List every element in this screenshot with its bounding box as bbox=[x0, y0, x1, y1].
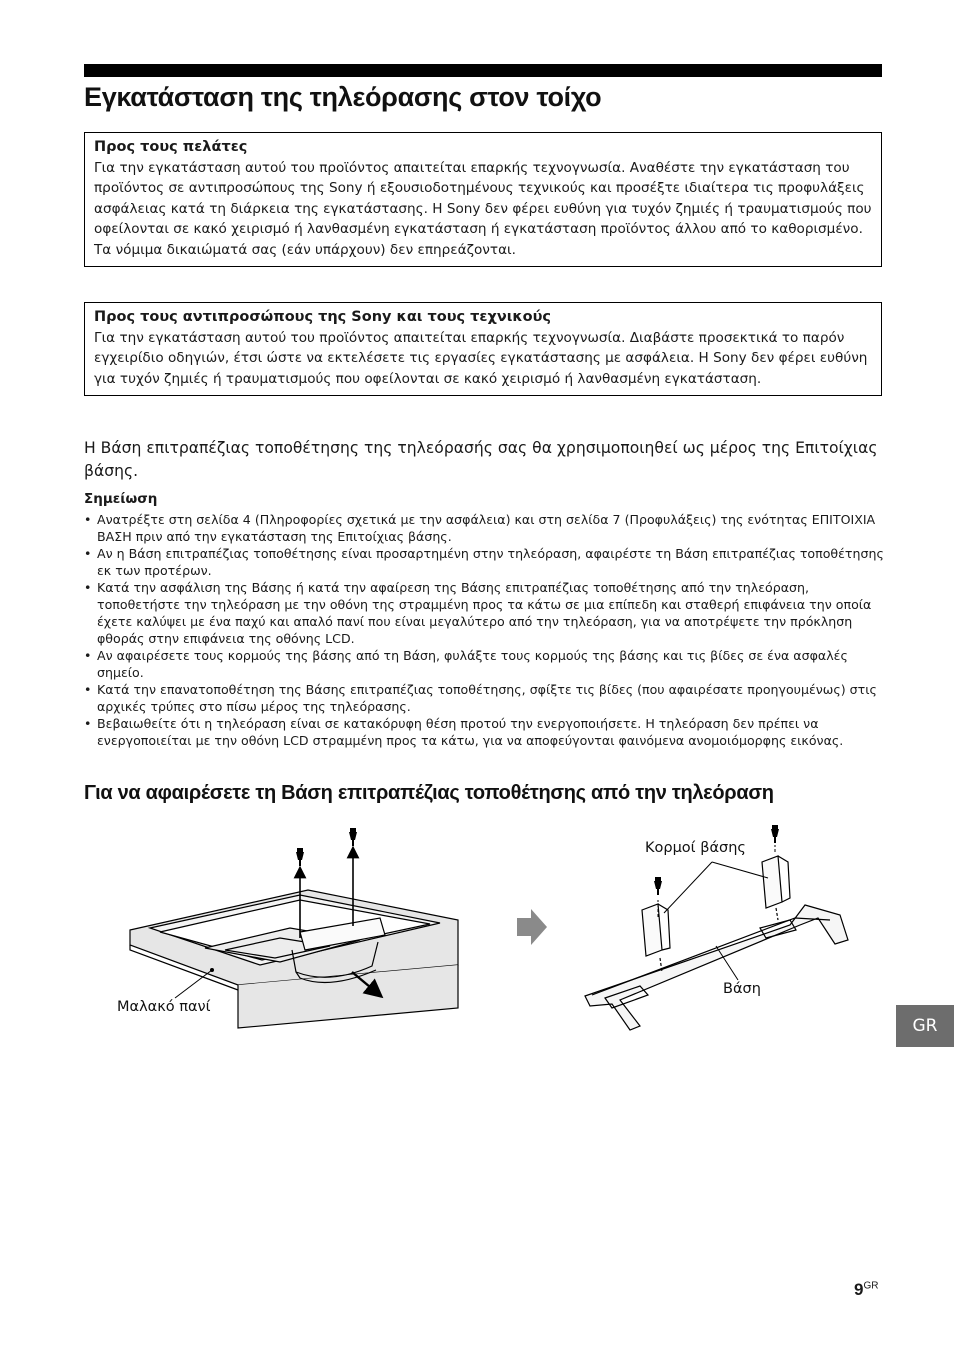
bullet-icon: • bbox=[84, 580, 92, 595]
dealers-notice-heading: Προς τους αντιπροσώπους της Sony και τους τεχνικούς bbox=[94, 309, 551, 325]
note-item: • Αν η Βάση επιτραπέζιας τοποθέτησης είναι προσαρτημένη στην τηλεόραση, αφαιρέστε τη Βάση επιτραπέζιας τοποθέτησης εκ των προτέρων. bbox=[84, 546, 884, 578]
screw-icon bbox=[296, 848, 304, 866]
customers-notice-heading: Προς τους πελάτες bbox=[94, 139, 248, 155]
screw-icon bbox=[349, 828, 357, 846]
note-list bbox=[84, 511, 884, 749]
bullet-icon: • bbox=[84, 512, 92, 527]
customers-notice-box bbox=[84, 132, 882, 267]
customers-notice-text: Για την εγκατάσταση αυτού του προϊόντος απαιτείται επαρκής τεχνογνωσία. Αναθέστε την εγκατάσταση του προϊόντος σε αντιπροσώπους της Sony ή εξουσιοδοτημένους τεχνικούς και προσέξτε ιδιαίτερα τις προφυλάξεις ασφάλειας κατά τη διάρκεια της εγκατάστασης. Η Sony δεν φέρει ευθύνη για τυχόν ζημιές ή τραυματισμούς που οφείλονται σε κακό χειρισμό ή λανθασμένη εγκατάσταση ή εγκατάσταση προϊόντος άλλου από το καθορισμένο. Τα νόμιμα δικαιώματά σας (εάν υπάρχουν) δεν επηρεάζονται. bbox=[94, 159, 872, 258]
note-item: • Κατά την ασφάλιση της Βάσης ή κατά την αφαίρεση της Βάσης επιτραπέζιας τοποθέτησης από την τηλεόραση, τοποθετήστε την τηλεόραση με την οθόνη της στραμμένη προς τα κάτω σε μια επίπεδη και σταθερή επιφάνεια την οποία έχετε καλύψει με ένα παχύ και απαλό πανί που είναι μεγαλύτερο από την τηλεόραση, για να αποτρέψετε την πρόκληση φθοράς στην επιφάνεια της οθόνης LCD. bbox=[84, 580, 872, 646]
soft-cloth-label: Μαλακό πανί bbox=[117, 999, 211, 1015]
note-item: • Κατά την επανατοποθέτηση της Βάσης επιτραπέζιας τοποθέτησης, σφίξτε τις βίδες (που αφαιρέσατε προηγουμένως) στις αρχικές τρύπες στο πίσω μέρος της τηλεόρασης. bbox=[84, 682, 877, 714]
note-heading: Σημείωση bbox=[84, 491, 158, 507]
base-label: Βάση bbox=[723, 981, 761, 997]
header-rule bbox=[84, 64, 882, 77]
page-number: $9^{GR}$ bbox=[854, 1280, 879, 1299]
lead-paragraph: Η Βάση επιτραπέζιας τοποθέτησης της τηλεόρασής σας θα χρησιμοποιηθεί ως μέρος της Επιτοίχιας βάσης. bbox=[84, 439, 878, 480]
section-subheading: Για να αφαιρέσετε τη Βάση επιτραπέζιας τοποθέτησης από την τηλεόραση bbox=[84, 782, 774, 804]
dealers-notice-text: Για την εγκατάσταση αυτού του προϊόντος απαιτείται επαρκής τεχνογνωσία. Διαβάστε προσεκτικά το παρόν εγχειρίδιο οδηγιών, έτσι ώστε να εκτελέσετε τις εργασίες εγκατάστασης με ασφάλεια. Η Sony δεν φέρει ευθύνη για τυχόν ζημιές ή τραυματισμούς που οφείλονται σε κακό χειρισμό ή λανθασμένη εγκατάσταση. bbox=[94, 329, 868, 387]
stand-base-drawing bbox=[585, 856, 848, 1030]
screw-icon bbox=[654, 877, 662, 895]
dealers-notice-box bbox=[84, 302, 882, 396]
note-item: • Ανατρέξτε στη σελίδα 4 (Πληροφορίες σχετικά με την ασφάλεια) και στη σελίδα 7 (Προφυλάξεις) της ενότητας ΕΠΙΤΟΙΧΙΑ ΒΑΣΗ πριν από την εγκατάσταση της Επιτοίχιας βάσης. bbox=[84, 512, 876, 544]
stand-posts-label: Κορμοί βάσης bbox=[645, 840, 746, 856]
bullet-icon: • bbox=[84, 682, 92, 697]
language-tab: GR bbox=[896, 1005, 954, 1047]
bullet-icon: • bbox=[84, 648, 92, 663]
note-item: • Αν αφαιρέσετε τους κορμούς της βάσης από τη Βάση, φυλάξτε τους κορμούς της βάσης και τις βίδες σε ένα ασφαλές σημείο. bbox=[84, 648, 848, 680]
bullet-icon: • bbox=[84, 546, 92, 561]
page-title: Εγκατάσταση της τηλεόρασης στον τοίχο bbox=[84, 82, 602, 112]
screw-icon bbox=[771, 825, 779, 843]
bullet-icon: • bbox=[84, 716, 92, 731]
next-step-arrow-icon bbox=[517, 909, 547, 945]
note-item: • Βεβαιωθείτε ότι η τηλεόραση είναι σε κατακόρυφη θέση προτού την ενεργοποιήσετε. Η τηλεόραση δεν πρέπει να ενεργοποιείται με την οθόνη LCD στραμμένη προς τα κάτω, για να αποφεύγονται φαινόμενα ανομοιόμορφης εικόνας. bbox=[84, 716, 844, 748]
